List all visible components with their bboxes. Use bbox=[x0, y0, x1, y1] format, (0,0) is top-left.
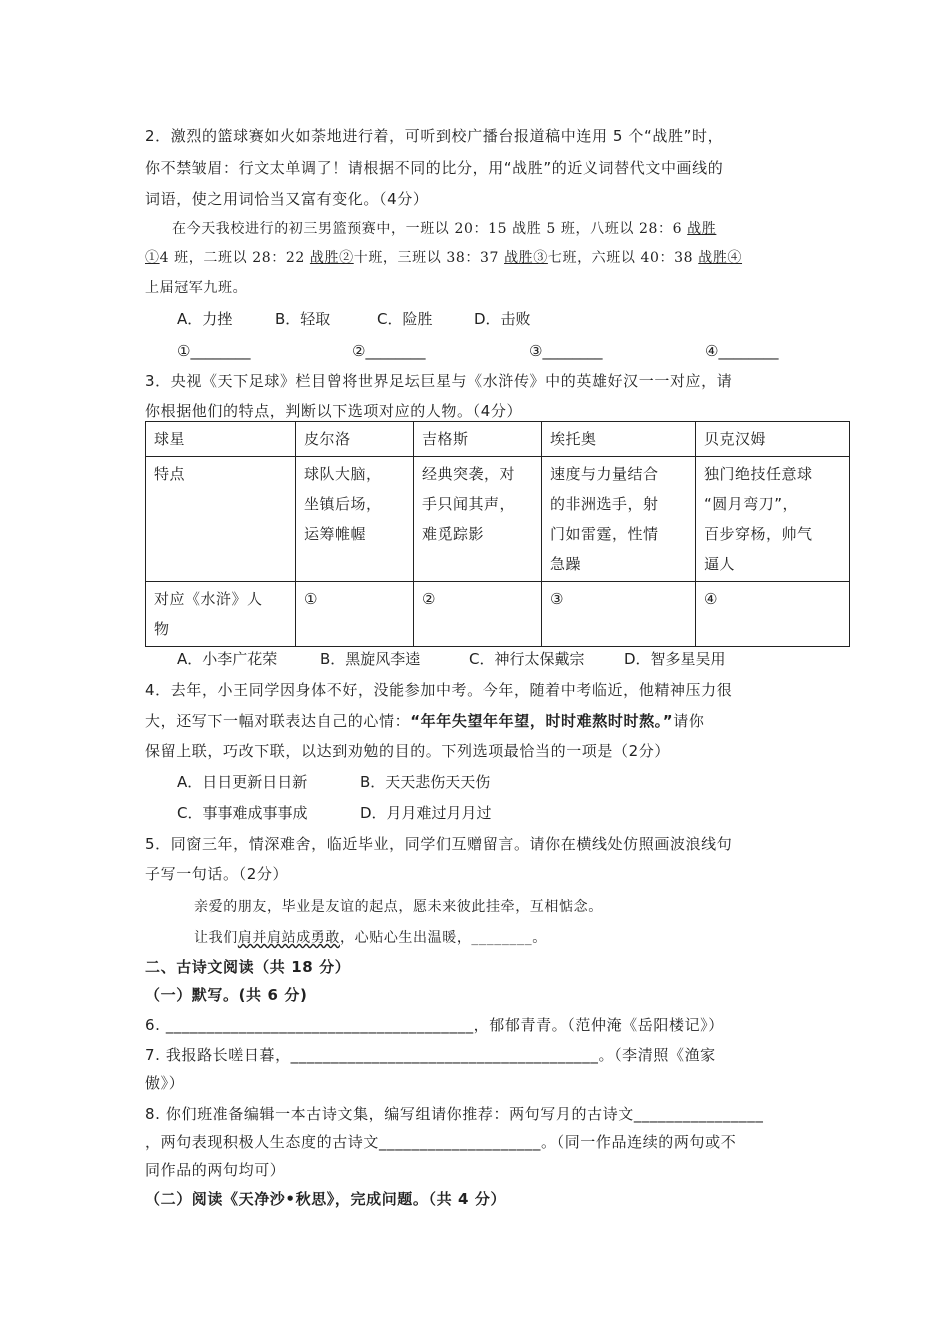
q2-line-1: 2．激烈的篮球赛如火如荼地进行着，可听到校广播台报道稿中连用 5 个“战胜”时， bbox=[145, 127, 724, 145]
wavy-underlined-phrase: 肩并肩站成勇敢 bbox=[237, 930, 341, 946]
q2-blank-2[interactable]: ②________ bbox=[352, 342, 426, 360]
q4-text: 大，还写下一幅对联表达自己的心情： bbox=[145, 712, 411, 730]
answer-cell[interactable]: ③ bbox=[542, 582, 696, 647]
answer-cell[interactable]: ② bbox=[414, 582, 542, 647]
q4-option-b: B．天天悲伤天天伤 bbox=[360, 773, 491, 791]
q2-blank-3[interactable]: ③________ bbox=[529, 342, 603, 360]
passage-text: 七班，六班以 40：38 bbox=[547, 250, 699, 266]
q4-line-2 bbox=[145, 710, 704, 732]
q3-option-d: D．智多星吴用 bbox=[624, 650, 726, 668]
q5-text: 让我们 bbox=[194, 930, 238, 946]
feature-line: 难觅踪影 bbox=[422, 525, 485, 543]
q2-option-d: D．击败 bbox=[474, 310, 531, 328]
header-cell: 贝克汉姆 bbox=[696, 422, 850, 457]
feature-line: 百步穿杨，帅气 bbox=[704, 525, 813, 543]
q4-option-a: A．日日更新日日新 bbox=[177, 773, 308, 791]
q2-passage-line-1 bbox=[172, 218, 716, 240]
q2-line-2: 你不禁皱眉：行文太单调了！请根据不同的比分，用“战胜”的近义词替代文中画线的 bbox=[145, 159, 724, 177]
q2-option-c: C．险胜 bbox=[377, 310, 433, 328]
q2-passage-line-3: 上届冠军九班。 bbox=[145, 280, 248, 296]
feature-line: 运筹帷幄 bbox=[304, 525, 367, 543]
table-row-header bbox=[146, 422, 850, 457]
row-label-line: 物 bbox=[154, 620, 170, 638]
q4-text: 请你 bbox=[673, 712, 705, 730]
q4-option-c: C．事事难成事事成 bbox=[177, 804, 308, 822]
row-label: 特点 bbox=[146, 457, 296, 582]
q3-option-c: C．神行太保戴宗 bbox=[469, 650, 585, 668]
feature-line: 球队大脑， bbox=[304, 465, 382, 483]
header-cell: 皮尔洛 bbox=[296, 422, 414, 457]
answer-cell[interactable]: ④ bbox=[696, 582, 850, 647]
q4-line-3: 保留上联，巧改下联，以达到劝勉的目的。下列选项最恰当的一项是（2分） bbox=[145, 742, 670, 760]
section-2-sub-2: （二）阅读《天净沙•秋思》，完成问题。（共 4 分） bbox=[145, 1190, 507, 1208]
feature-line: 独门绝技任意球 bbox=[704, 465, 813, 483]
q2-blank-1[interactable]: ①________ bbox=[177, 342, 251, 360]
row-label-line: 对应《水浒》人 bbox=[154, 590, 263, 608]
feature-line: 急躁 bbox=[550, 555, 582, 573]
feature-line: “圆月弯刀”， bbox=[704, 495, 799, 513]
q8-line-3: 同作品的两句均可） bbox=[145, 1161, 286, 1179]
q4-option-d: D．月月难过月月过 bbox=[360, 804, 492, 822]
feature-cell bbox=[542, 457, 696, 582]
couplet-text: “年年失望年年望，时时难熬时时熬。” bbox=[410, 712, 674, 730]
feature-line: 门如雷霆，性情 bbox=[550, 525, 659, 543]
q7-line-2: 傲》） bbox=[145, 1074, 185, 1092]
q3-option-b: B．黑旋风李逵 bbox=[320, 650, 421, 668]
q5-line-2: 子写一句话。（2分） bbox=[145, 865, 289, 883]
q2-line-3: 词语，使之用词恰当又富有变化。（4分） bbox=[145, 190, 429, 208]
q3-line-2: 你根据他们的特点，判断以下选项对应的人物。（4分） bbox=[145, 402, 523, 420]
row-label bbox=[146, 582, 296, 647]
q3-line-1: 3．央视《天下足球》栏目曾将世界足坛巨星与《水浒传》中的英雄好汉一一对应，请 bbox=[145, 372, 733, 390]
header-cell: 吉格斯 bbox=[414, 422, 542, 457]
q5-example-1: 亲爱的朋友，毕业是友谊的起点，愿未来彼此挂牵，互相惦念。 bbox=[194, 899, 603, 915]
q2-option-b: B．轻取 bbox=[275, 310, 331, 328]
feature-line: 坐镇后场， bbox=[304, 495, 382, 513]
q6-line[interactable]: 6. ______________________________________，郁郁青青。（范仲淹《岳阳楼记》） bbox=[145, 1016, 724, 1034]
q2-option-a: A．力挫 bbox=[177, 310, 233, 328]
q8-line-1[interactable]: 8. 你们班准备编辑一本古诗文集，编写组请你推荐：两句写月的古诗文________________ bbox=[145, 1105, 764, 1123]
table-row-features bbox=[146, 457, 850, 582]
underlined-word-1: 战胜 bbox=[687, 221, 717, 237]
q4-line-1: 4．去年，小王同学因身体不好，没能参加中考。今年，随着中考临近，他精神压力很 bbox=[145, 681, 733, 699]
q3-option-a: A．小李广花荣 bbox=[177, 650, 278, 668]
underlined-word-3: 战胜③ bbox=[504, 250, 548, 266]
feature-line: 手只闻其声， bbox=[422, 495, 516, 513]
header-cell: 球星 bbox=[146, 422, 296, 457]
q8-line-2[interactable]: ，两句表现积极人生态度的古诗文____________________。（同一作品连续的两句或不 bbox=[145, 1133, 737, 1151]
table-row-match bbox=[146, 582, 850, 647]
q5-line-1: 5．同窗三年，情深难舍，临近毕业，同学们互赠留言。请你在横线处仿照画波浪线句 bbox=[145, 835, 733, 853]
feature-cell bbox=[696, 457, 850, 582]
section-2-sub-1: （一）默写。(共 6 分) bbox=[145, 986, 308, 1004]
football-star-table bbox=[145, 421, 850, 647]
passage-text: 在今天我校进行的初三男篮预赛中，一班以 20：15 战胜 5 班，八班以 28：6 bbox=[172, 221, 688, 237]
feature-line: 速度与力量结合 bbox=[550, 465, 659, 483]
q5-example-2 bbox=[194, 927, 547, 949]
feature-line: 经典突袭，对 bbox=[422, 465, 516, 483]
header-cell: 埃托奥 bbox=[542, 422, 696, 457]
passage-text: 十班，三班以 38：37 bbox=[353, 250, 505, 266]
feature-line: 的非洲选手，射 bbox=[550, 495, 659, 513]
passage-text: 4 班，二班以 28：22 bbox=[159, 250, 310, 266]
feature-cell bbox=[414, 457, 542, 582]
q2-blank-4[interactable]: ④________ bbox=[705, 342, 779, 360]
underlined-word-4: 战胜④ bbox=[698, 250, 743, 266]
q2-passage-line-2 bbox=[145, 247, 742, 269]
feature-line: 逼人 bbox=[704, 555, 736, 573]
underlined-word-1-num: ① bbox=[145, 250, 160, 266]
underlined-word-2: 战胜② bbox=[309, 250, 354, 266]
feature-cell bbox=[296, 457, 414, 582]
q7-line-1[interactable]: 7. 我报路长嗟日暮，______________________________________。（李清照《渔家 bbox=[145, 1046, 716, 1064]
answer-cell[interactable]: ① bbox=[296, 582, 414, 647]
q5-text: ，心贴心生出温暖，________。 bbox=[340, 930, 547, 946]
section-2-title: 二、古诗文阅读（共 18 分） bbox=[145, 958, 351, 976]
